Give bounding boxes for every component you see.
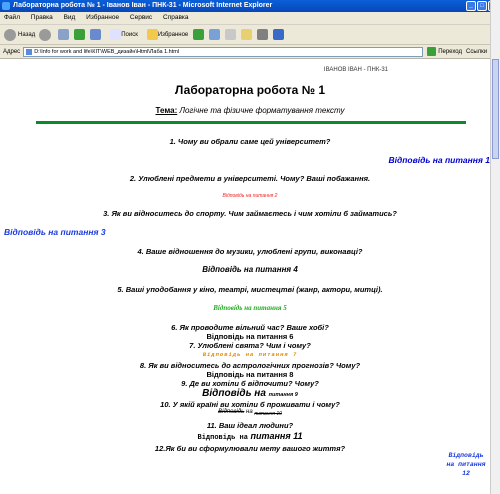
edit-icon[interactable] <box>257 29 268 40</box>
page-title: Лабораторна робота № 1 <box>174 83 326 97</box>
question-7: 7. Улюблені свята? Чим і чому? <box>189 341 311 350</box>
menu-bar <box>0 12 500 25</box>
question-3: 3. Як ви відноситесь до спорту. Чим займаєтесь і чим хотіли б займатись? <box>103 209 397 218</box>
search-icon <box>110 29 121 40</box>
address-input[interactable]: D:\Info for work and life\КІТ\WEB_дизайн\Html\Лаба 1.html <box>23 47 423 57</box>
back-button[interactable]: Назад <box>4 29 35 41</box>
ie-icon <box>2 2 10 10</box>
folder-icon[interactable] <box>241 29 252 40</box>
answer-2: Відповідь на питання 2 <box>222 193 278 199</box>
menu-help[interactable]: Справка <box>163 14 189 21</box>
question-6: 6. Як проводите вільний час? Ваше хобі? <box>171 323 329 332</box>
links-button[interactable]: Ссылки <box>466 48 488 55</box>
maximize-button[interactable]: □ <box>477 1 487 11</box>
topic-text: Логічне та фізичне форматування тексту <box>179 106 345 115</box>
minimize-button[interactable]: _ <box>466 1 476 11</box>
question-8: 8. Як ви відноситесь до астрологічних прогнозів? Чому? <box>139 361 361 370</box>
menu-tools[interactable]: Сервис <box>129 14 153 21</box>
toolbar <box>0 25 500 45</box>
answer-5: Відповідь на питання 5 <box>213 304 287 312</box>
address-label: Адрес <box>3 48 21 55</box>
address-bar <box>0 45 500 59</box>
menu-file[interactable]: Файл <box>4 14 20 21</box>
media-icon[interactable] <box>193 29 204 40</box>
window-title: Лабораторна робота № 1 - Іванов Іван - ПНК-31 - Microsoft Internet Explorer <box>13 2 273 9</box>
refresh-icon[interactable] <box>74 29 85 40</box>
favorites-button[interactable]: Избранное <box>142 29 188 40</box>
stop-icon[interactable] <box>58 29 69 40</box>
menu-view[interactable]: Вид <box>63 14 76 21</box>
question-1: 1. Чому ви обрали саме цей університет? <box>169 137 331 146</box>
answer-10: Відповідь на $_{питання 10}$ <box>218 409 282 417</box>
answer-3: Відповідь на питання 3 <box>4 227 106 237</box>
forward-button[interactable] <box>39 29 53 41</box>
question-2: 2. Улюблені предмети в університеті. Чому? Ваші побажання. <box>129 174 371 183</box>
menu-favorites[interactable]: Избранное <box>86 14 120 21</box>
print-icon[interactable] <box>225 29 236 40</box>
answer-11: Відповідь на питання 11 <box>197 431 303 442</box>
go-arrow-icon <box>427 47 436 56</box>
author-name: ІВАНОВ ІВАН - ПНК-31 <box>323 67 388 73</box>
star-icon <box>147 29 158 40</box>
messenger-icon[interactable] <box>273 29 284 40</box>
green-divider <box>36 121 466 124</box>
answer-12: Відповідь на питання 12 <box>446 452 486 477</box>
go-button[interactable]: Переход <box>427 47 462 56</box>
menu-edit[interactable]: Правка <box>30 14 53 21</box>
answer-8: Відповідь на питання 8 <box>206 370 294 379</box>
window-titlebar <box>0 0 500 12</box>
search-button[interactable]: Поиск <box>105 29 138 40</box>
mail-icon[interactable] <box>209 29 220 40</box>
answer-6: Відповідь на питання 6 <box>206 332 294 341</box>
back-arrow-icon <box>4 29 16 41</box>
answer-9: Відповідь на питання 9 <box>202 388 298 399</box>
answer-7: Відповідь на питання 7 <box>202 351 298 358</box>
home-icon[interactable] <box>90 29 101 40</box>
question-4: 4. Ваше відношення до музики, улюблені групи, виконавці? <box>137 247 363 256</box>
page-content <box>0 59 500 494</box>
scrollbar-thumb[interactable] <box>492 59 499 159</box>
vertical-scrollbar[interactable] <box>490 0 500 494</box>
topic-label: Тема: <box>155 106 178 115</box>
topic-line <box>0 106 500 115</box>
answer-4: Відповідь на питання 4 <box>202 265 298 274</box>
question-11: 11. Ваш ідеал людини? <box>206 421 294 430</box>
question-12: 12.Як би ви сформулювали мету вашого життя? <box>154 444 346 453</box>
forward-arrow-icon <box>39 29 51 41</box>
question-10: 10. У якій країні ви хотіли б проживати і чому? <box>160 400 340 409</box>
answer-1: Відповідь на питання 1 <box>388 155 490 165</box>
question-9: 9. Де ви хотіли б відпочити? Чому? <box>181 379 319 388</box>
question-5: 5. Ваші уподобання у кіно, театрі, мистецтві (жанр, актори, митці). <box>117 285 383 294</box>
